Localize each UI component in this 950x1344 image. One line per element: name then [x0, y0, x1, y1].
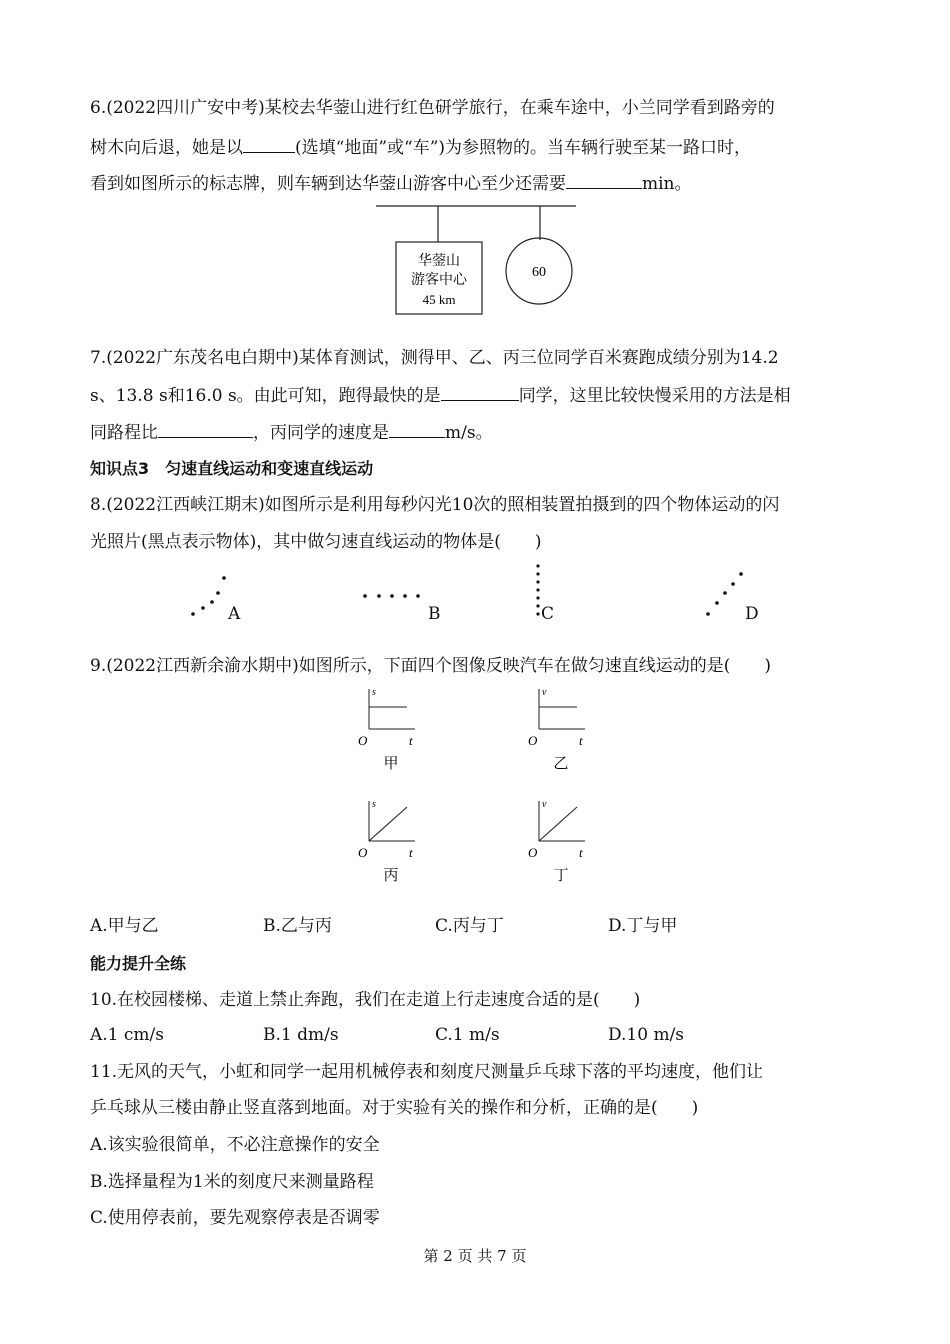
section-heading: 知识点3 匀速直线运动和变速直线运动 — [90, 459, 374, 478]
graph-caption: 丁 — [553, 868, 569, 884]
photo-b-dots — [363, 594, 420, 598]
page-number: 第 2 页 共 7 页 — [423, 1247, 527, 1265]
flash-photo-figure — [180, 560, 780, 630]
q10-line-1: 10.在校园楼梯、走道上禁止奔跑，我们在走道上行走速度合适的是( ) — [90, 990, 641, 1010]
x-axis-label: t — [579, 845, 583, 860]
answer-blank[interactable] — [566, 172, 642, 189]
section-heading: 能力提升全练 — [90, 954, 187, 973]
q6-text: min。 — [642, 174, 692, 194]
answer-blank[interactable] — [441, 384, 519, 401]
photo-label-d: D — [745, 604, 759, 624]
graph-caption: 乙 — [553, 756, 569, 772]
q6-line-2 — [90, 136, 751, 159]
y-axis-label: s — [372, 799, 376, 810]
photo-label-b: B — [428, 604, 441, 624]
q11-option-a[interactable]: A.该实验很简单，不必注意操作的安全 — [90, 1135, 380, 1155]
q6-text: 树木向后退，她是以 — [90, 138, 243, 158]
graph-jia — [355, 685, 435, 780]
sign-text: 游客中心 — [411, 273, 467, 288]
q11-line-2: 乒乓球从三楼由静止竖直落到地面。对于实验有关的操作和分析，正确的是( ) — [90, 1098, 699, 1118]
answer-blank[interactable] — [389, 421, 445, 438]
q10-option-a[interactable]: A.1 cm/s — [90, 1025, 164, 1045]
q6-text: 看到如图所示的标志牌，则车辆到达华蓥山游客中心至少还需要 — [90, 174, 566, 194]
origin-label: O — [528, 733, 538, 748]
origin-label: O — [358, 845, 368, 860]
q10-option-c[interactable]: C.1 m/s — [435, 1025, 500, 1045]
q6-text: (选填“地面”或“车”)为参照物的。当车辆行驶至某一路口时， — [295, 138, 752, 158]
q9-option-d[interactable]: D.丁与甲 — [608, 916, 678, 936]
q11-option-b[interactable]: B.选择量程为1米的刻度尺来测量路程 — [90, 1172, 374, 1192]
graph-yi — [525, 685, 605, 780]
graph-line — [369, 807, 407, 841]
graph-bing — [355, 797, 435, 892]
q7-text: m/s。 — [445, 423, 493, 443]
photo-c-dots — [536, 564, 539, 615]
road-sign-figure — [370, 200, 580, 320]
q7-text: 同路程比 — [90, 423, 158, 443]
y-axis-label: v — [542, 687, 547, 698]
x-axis-label: t — [579, 733, 583, 748]
q8-line-1: 8.(2022江西峡江期末)如图所示是利用每秒闪光10次的照相装置拍摄到的四个物体运动的闪 — [90, 495, 780, 515]
q7-line-3 — [90, 421, 493, 444]
x-axis-label: t — [409, 845, 413, 860]
x-axis-label: t — [409, 733, 413, 748]
answer-blank[interactable] — [158, 421, 253, 438]
q7-text: s、13.8 s和16.0 s。由此可知，跑得最快的是 — [90, 386, 441, 406]
q9-option-c[interactable]: C.丙与丁 — [435, 916, 504, 936]
graph-line — [539, 807, 577, 841]
q6-line-3 — [90, 172, 692, 195]
q9-option-a[interactable]: A.甲与乙 — [90, 916, 159, 936]
q6-line-1: 6.(2022四川广安中考)某校去华蓥山进行红色研学旅行，在乘车途中，小兰同学看到路旁的 — [90, 98, 775, 118]
answer-blank[interactable] — [243, 136, 295, 153]
q10-option-d[interactable]: D.10 m/s — [608, 1025, 685, 1045]
graph-caption: 丙 — [383, 868, 399, 884]
y-axis-label: s — [372, 687, 376, 698]
photo-label-a: A — [228, 604, 241, 624]
sign-text: 华蓥山 — [418, 254, 460, 269]
photo-a-dots — [191, 576, 226, 616]
q7-text: ，丙同学的速度是 — [253, 423, 389, 443]
origin-label: O — [358, 733, 368, 748]
q11-line-1: 11.无风的天气，小虹和同学一起用机械停表和刻度尺测量乒乓球下落的平均速度，他们让 — [90, 1062, 764, 1082]
graph-caption: 甲 — [383, 756, 399, 772]
graph-ding — [525, 797, 605, 892]
photo-label-c: C — [541, 604, 555, 624]
q9-line-1: 9.(2022江西新余渝水期中)如图所示，下面四个图像反映汽车在做匀速直线运动的是( ) — [90, 656, 772, 676]
q7-line-2 — [90, 384, 791, 407]
photo-d-dots — [706, 572, 743, 616]
q7-line-1: 7.(2022广东茂名电白期中)某体育测试，测得甲、乙、丙三位同学百米赛跑成绩分别为14.2 — [90, 348, 779, 368]
q10-option-b[interactable]: B.1 dm/s — [263, 1025, 339, 1045]
q8-line-2: 光照片(黑点表示物体)，其中做匀速直线运动的物体是( ) — [90, 532, 542, 552]
q11-option-c[interactable]: C.使用停表前，要先观察停表是否调零 — [90, 1208, 380, 1228]
q7-text: 同学，这里比较快慢采用的方法是相 — [518, 386, 791, 406]
q9-option-b[interactable]: B.乙与丙 — [263, 916, 332, 936]
speed-limit-value: 60 — [532, 265, 546, 280]
origin-label: O — [528, 845, 538, 860]
sign-text: 45 km — [422, 292, 456, 307]
y-axis-label: v — [542, 799, 547, 810]
